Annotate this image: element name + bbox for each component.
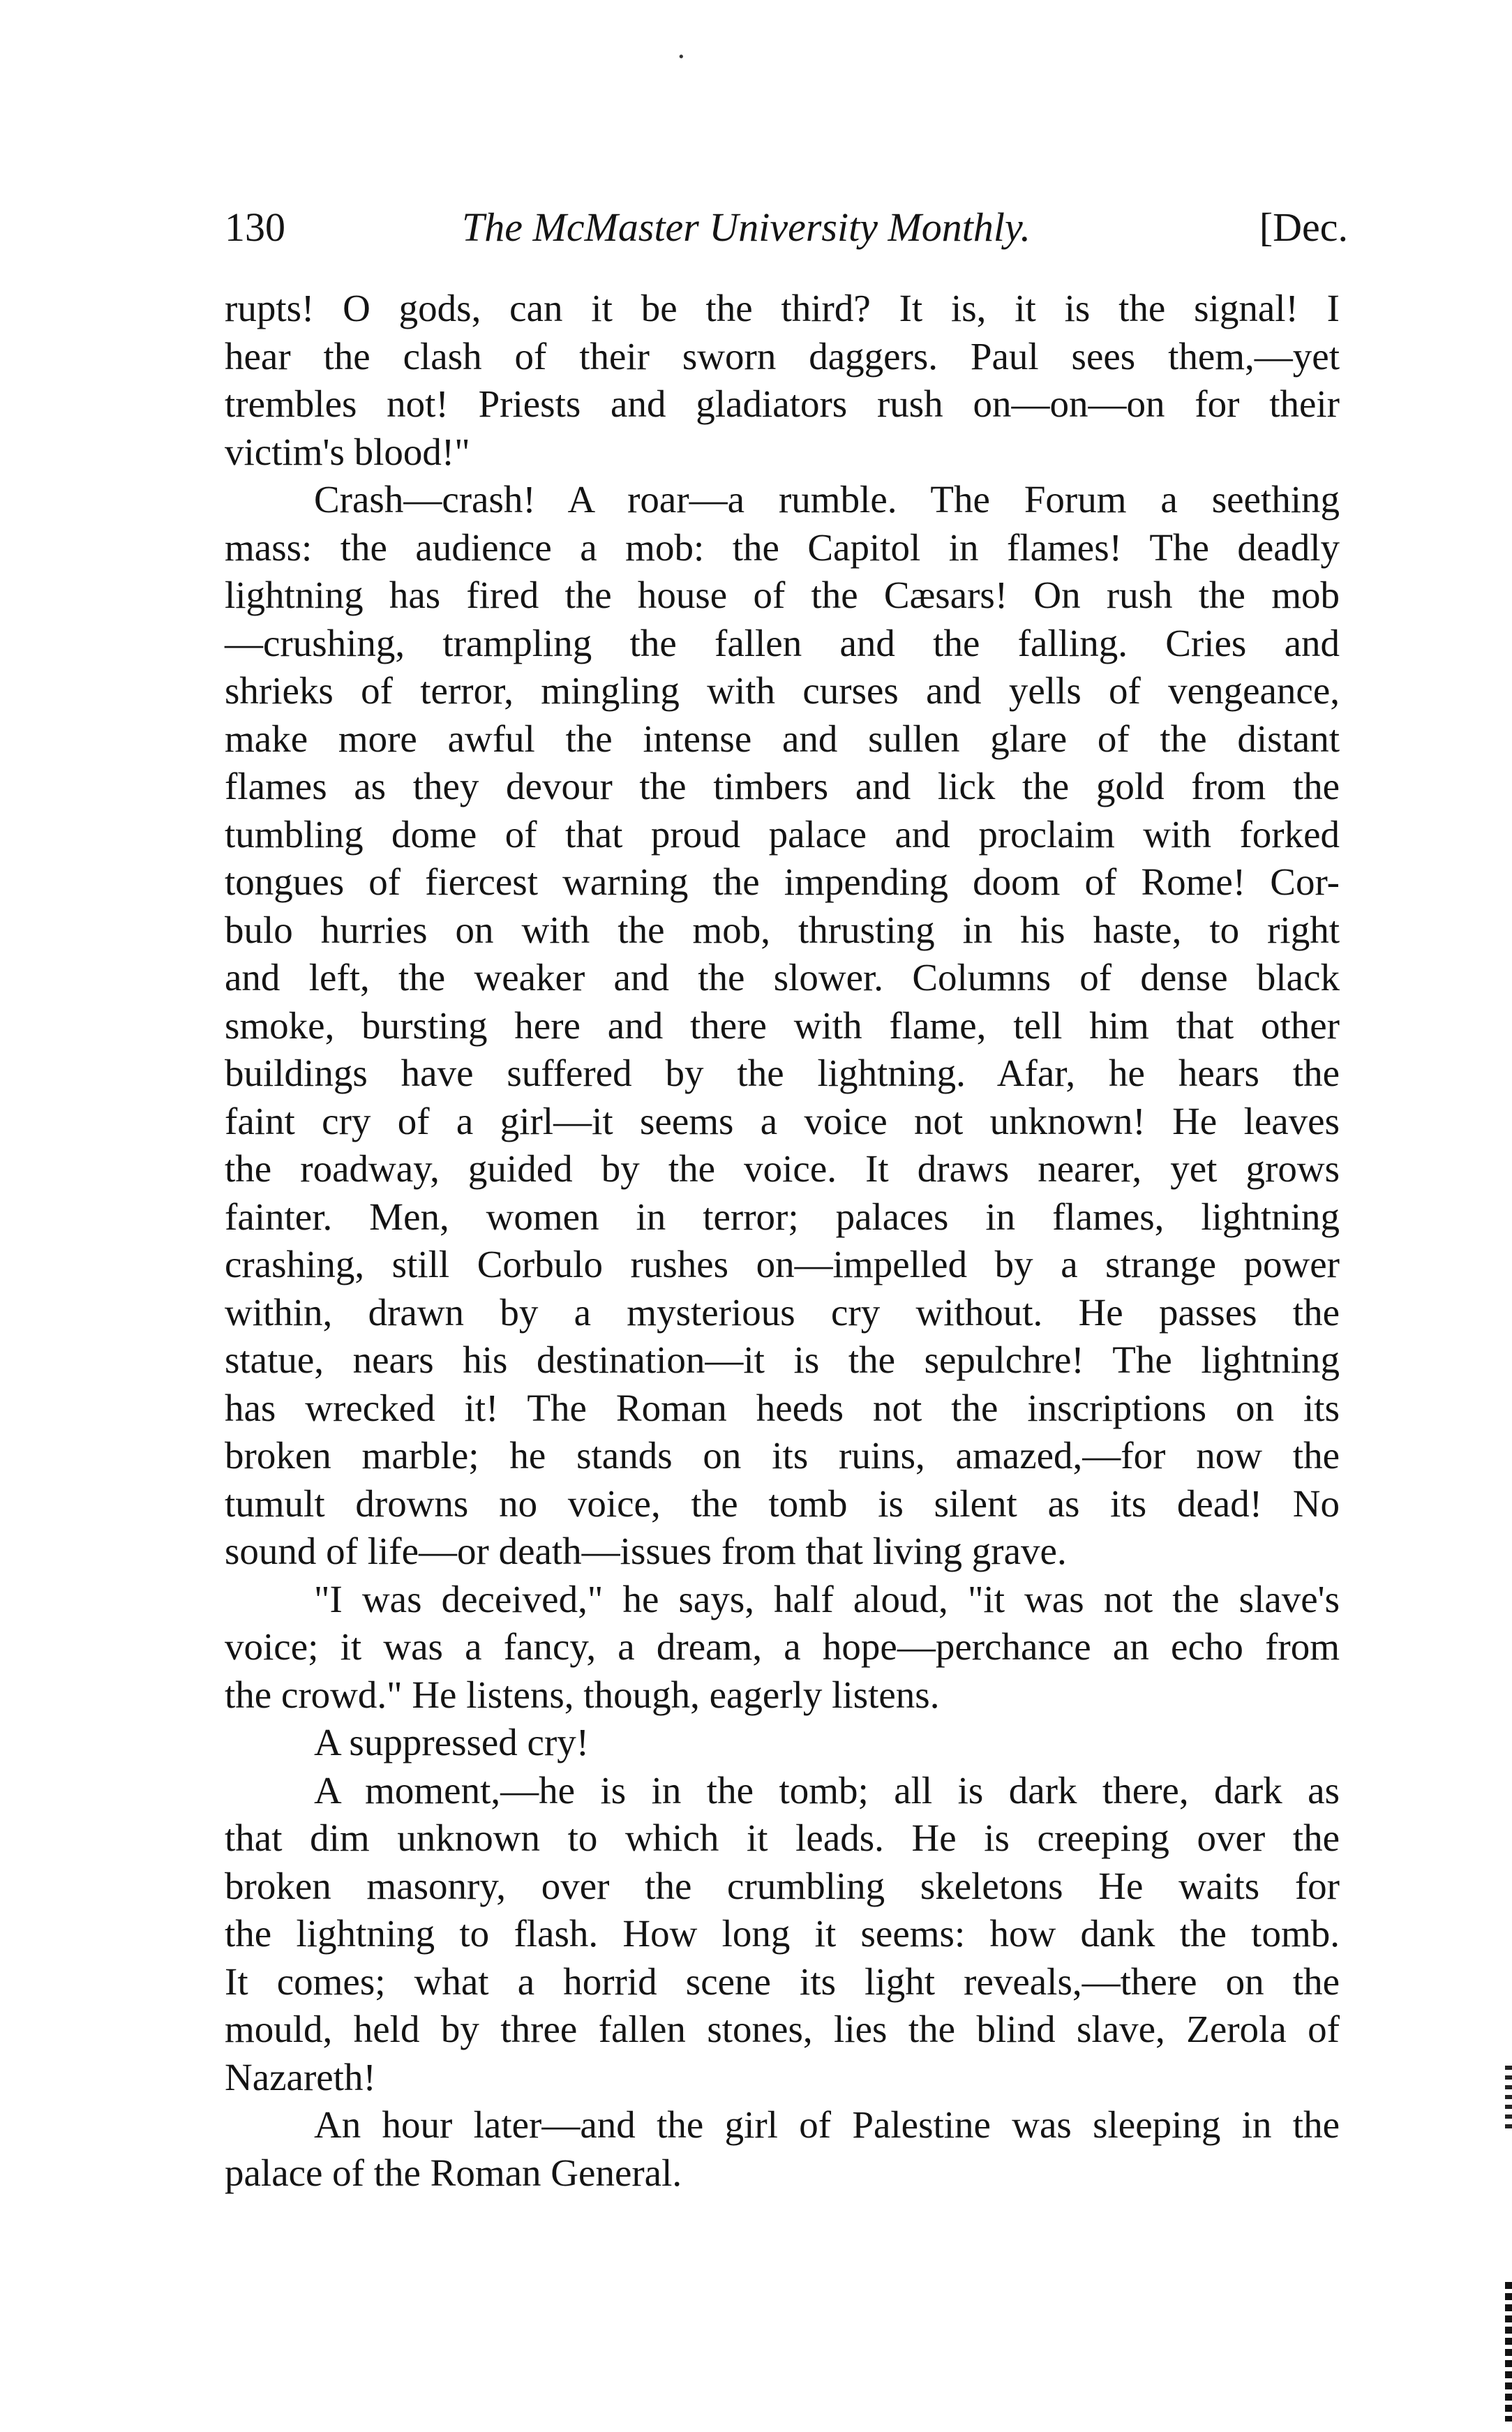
paragraph (225, 1719, 1340, 1767)
article-body (225, 285, 1340, 2197)
print-speck: · (677, 41, 686, 73)
text-line: the roadway, guided by the voice. It draws nearer, yet grows (225, 1147, 1340, 1190)
text-line: bulo hurries on with the mob, thrusting in his haste, to right (225, 908, 1340, 951)
text-line: make more awful the intense and sullen glare of the distant (225, 717, 1340, 760)
text-line: trembles not! Priests and gladiators rush on—on—on for their (225, 382, 1340, 425)
text-line: voice; it was a fancy, a dream, a hope—perchance an echo from (225, 1625, 1340, 1668)
text-line: fainter. Men, women in terror; palaces in flames, lightning (225, 1195, 1340, 1238)
paragraph (225, 1576, 1340, 1719)
paragraph (225, 476, 1340, 1576)
text-line: victim's blood!" (225, 430, 470, 473)
text-line: lightning has fired the house of the Cæsars! On rush the mob (225, 574, 1340, 616)
text-line: A suppressed cry! (314, 1721, 590, 1763)
text-line: rupts! O gods, can it be the third? It is, it is the signal! I (225, 287, 1340, 329)
text-line: A moment,—he is in the tomb; all is dark there, dark as (314, 1768, 1340, 1812)
paragraph (225, 1767, 1340, 2102)
text-line: broken marble; he stands on its ruins, amazed,—for now the (225, 1434, 1340, 1477)
issue-month: [Dec. (1259, 204, 1348, 250)
text-line: flames as they devour the timbers and lick the gold from the (225, 765, 1340, 807)
text-line: faint cry of a girl—it seems a voice not unknown! He leaves (225, 1099, 1340, 1142)
text-line: the crowd." He listens, though, eagerly listens. (225, 1673, 940, 1716)
text-line: tongues of fiercest warning the impending doom of Rome! Cor- (225, 860, 1340, 903)
text-line: shrieks of terror, mingling with curses and yells of vengeance, (225, 669, 1340, 712)
paragraph (225, 285, 1340, 476)
paragraph (225, 2101, 1340, 2197)
margin-scan-mark (1505, 2282, 1512, 2422)
text-line: tumbling dome of that proud palace and proclaim with forked (225, 812, 1340, 856)
text-line: palace of the Roman General. (225, 2151, 682, 2194)
page-number: 130 (225, 204, 285, 250)
text-line: tumult drowns no voice, the tomb is silent as its dead! No (225, 1482, 1340, 1525)
text-line: within, drawn by a mysterious cry without. He passes the (225, 1290, 1340, 1334)
text-line: mass: the audience a mob: the Capitol in flames! The deadly (225, 525, 1340, 569)
text-line: It comes; what a horrid scene its light reveals,—there on the (225, 1960, 1340, 2003)
text-line: An hour later—and the girl of Palestine was sleeping in the (314, 2103, 1340, 2146)
running-header (225, 204, 1369, 260)
text-line: that dim unknown to which it leads. He is creeping over the (225, 1816, 1340, 1859)
text-line: smoke, bursting here and there with flame, tell him that other (225, 1004, 1340, 1047)
text-line: "I was deceived," he says, half aloud, "it was not the slave's (314, 1577, 1340, 1620)
text-line: mould, held by three fallen stones, lies the blind slave, Zerola of (225, 2008, 1340, 2050)
text-line: the lightning to flash. How long it seems: how dank the tomb. (225, 1912, 1340, 1955)
text-line: hear the clash of their sworn daggers. Paul sees them,—yet (225, 334, 1340, 378)
text-line: crashing, still Corbulo rushes on—impelled by a strange power (225, 1243, 1340, 1285)
text-line: —crushing, trampling the fallen and the falling. Cries and (225, 621, 1340, 664)
text-line: statue, nears his destination—it is the sepulchre! The lightning (225, 1338, 1340, 1381)
margin-scan-mark (1505, 2066, 1512, 2128)
text-line: has wrecked it! The Roman heeds not the inscriptions on its (225, 1386, 1340, 1429)
journal-title: The McMaster University Monthly. (462, 204, 1031, 250)
text-line: and left, the weaker and the slower. Columns of dense black (225, 956, 1340, 999)
text-line: buildings have suffered by the lightning. Afar, he hears the (225, 1052, 1340, 1094)
text-line: Crash—crash! A roar—a rumble. The Forum a seething (314, 478, 1340, 521)
text-line: Nazareth! (225, 2055, 376, 2098)
text-line: broken masonry, over the crumbling skeletons He waits for (225, 1864, 1340, 1907)
text-line: sound of life—or death—issues from that living grave. (225, 1530, 1067, 1572)
